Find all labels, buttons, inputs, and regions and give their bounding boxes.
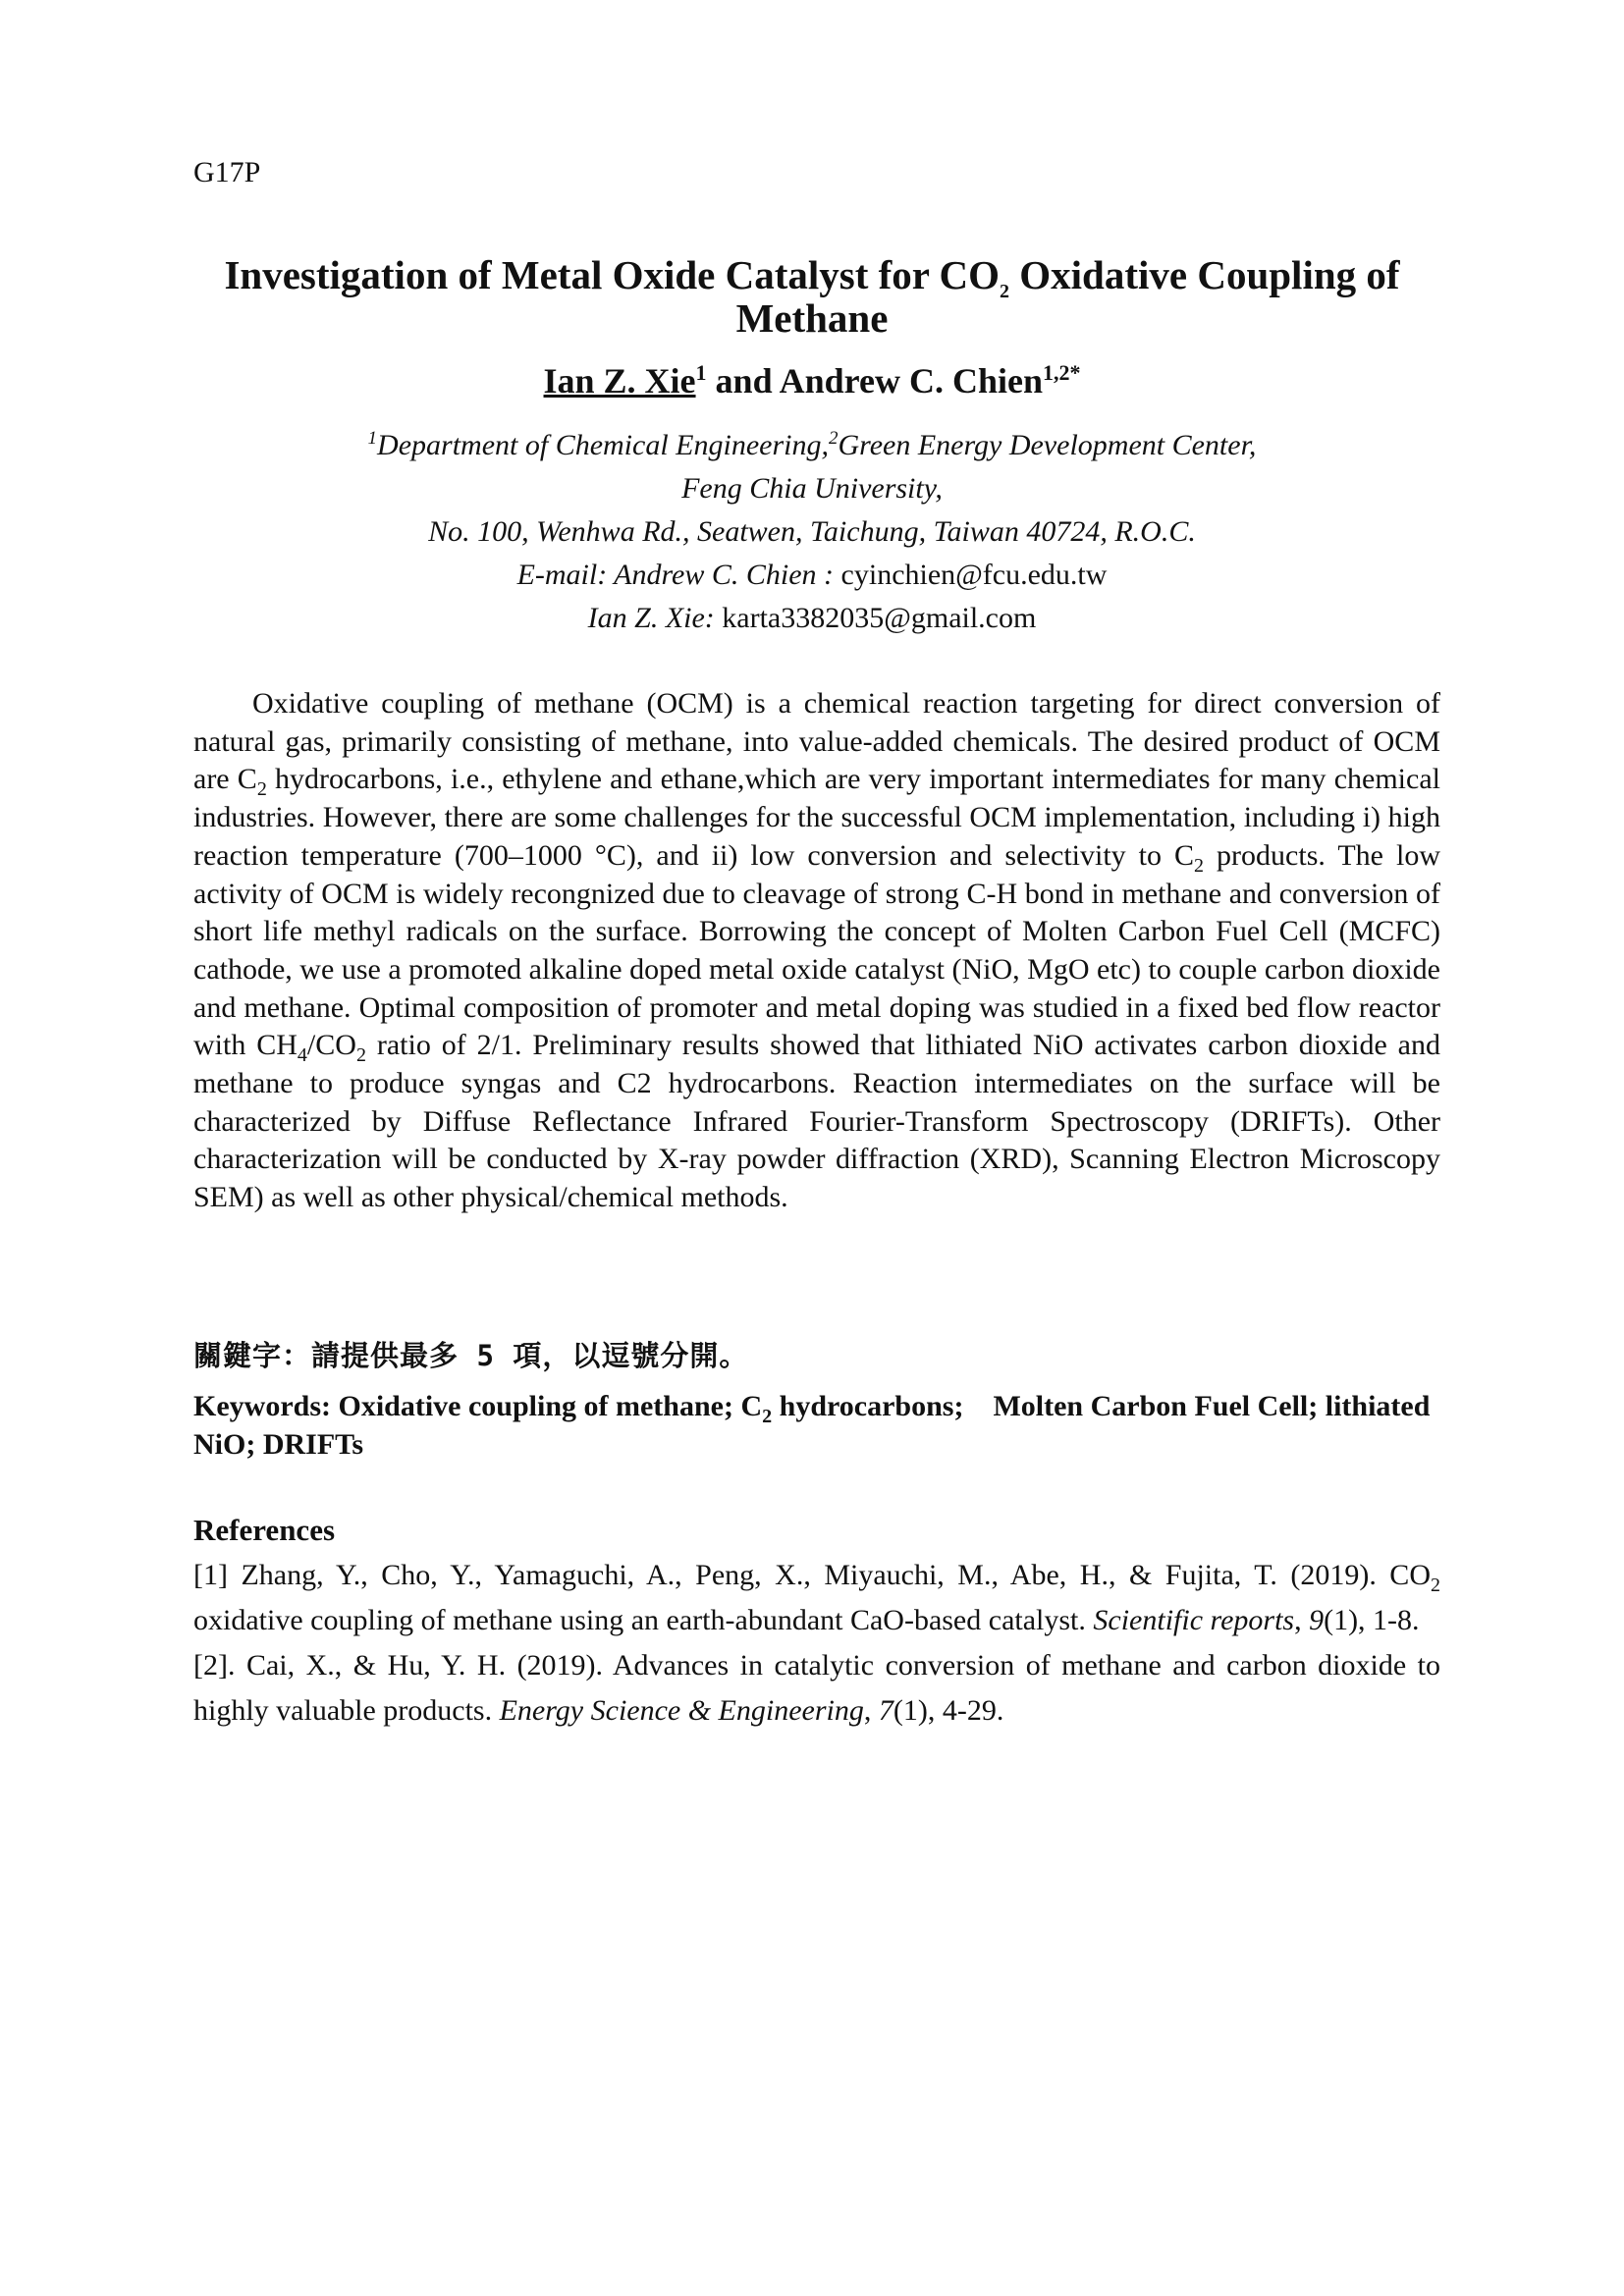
- references-heading: References: [193, 1513, 336, 1547]
- reference-1-title: oxidative coupling of methane using an earth-abundant CaO-based catalyst.: [193, 1604, 1094, 1636]
- abstract-text-1: Oxidative coupling of methane (OCM) is a chemical reaction targeting for direct conversion of natural gas, primarily consisting of methane, into value-added chemicals. The desired product of OCM are C: [193, 687, 1440, 796]
- email-1-label: E-mail: Andrew C. Chien :: [516, 559, 841, 591]
- abstract-text-3: products. The low activity of OCM is widely recongnized due to cleavage of strong C-H bond in methane and conversion of short life methyl radicals on the surface. Borrowing the concept of Molten Carbon Fuel Cell (MCFC) cathode, we use a promoted alkaline doped metal oxide catalyst (NiO, MgO etc) to couple carbon dioxide and methane. Optimal composition of promoter and metal doping was studied in a fixed bed flow reactor with CH: [193, 838, 1440, 1062]
- affiliation-mark-2: 2: [828, 428, 839, 449]
- affiliation-departments: [147, 424, 1477, 467]
- email-line-1: [147, 554, 1477, 597]
- author-1-affiliation-mark: 1: [695, 360, 707, 385]
- reference-2-authors-title: [2]. Cai, X., & Hu, Y. H. (2019). Advances in catalytic conversion of methane and carbon dioxide to highly valuable products.: [193, 1649, 1440, 1727]
- abstract-code: G17P: [193, 156, 261, 188]
- reference-2-issue-pages: (1), 4-29.: [893, 1694, 1004, 1727]
- title-subscript: 2: [1000, 281, 1010, 303]
- affiliation-center: Green Energy Development Center,: [838, 429, 1257, 461]
- author-line: [147, 359, 1477, 402]
- title-text-part2: Oxidative Coupling of Methane: [735, 252, 1400, 341]
- author-connector: and: [706, 361, 780, 400]
- reference-2: [193, 1643, 1440, 1734]
- reference-1-volume: 9: [1309, 1604, 1325, 1636]
- keywords-text-2: hydrocarbons; Molten Carbon Fuel Cell; lithiated NiO; DRIFTs: [193, 1390, 1431, 1461]
- affiliation-department: Department of Chemical Engineering,: [377, 429, 829, 461]
- title-text-part1: Investigation of Metal Oxide Catalyst for CO: [224, 252, 1001, 297]
- abstract-sub-2: 2: [1194, 854, 1205, 877]
- abstract-sub-3: 4: [297, 1044, 307, 1067]
- author-2: Andrew C. Chien: [779, 361, 1043, 400]
- abstract-text-2: hydrocarbons, i.e., ethylene and ethane,which are very important intermediates for many chemical industries. However, there are some challenges for the successful OCM implementation, including i) high reaction temperature (700–1000 °C), and ii) low conversion and selectivity to C: [193, 763, 1440, 872]
- email-2-address[interactable]: karta3382035@gmail.com: [722, 602, 1037, 634]
- reference-1-authors: [1] Zhang, Y., Cho, Y., Yamaguchi, A., Peng, X., Miyauchi, M., Abe, H., & Fujita, T. (2019). CO: [193, 1559, 1431, 1591]
- affiliation-mark-1: 1: [367, 428, 378, 449]
- reference-1-separator: ,: [1294, 1604, 1310, 1636]
- email-line-2: [147, 597, 1477, 640]
- reference-1-journal: Scientific reports: [1093, 1604, 1295, 1636]
- keywords-subscript: 2: [762, 1406, 773, 1427]
- affiliation-block: [147, 424, 1477, 640]
- reference-2-journal: Energy Science & Engineering: [499, 1694, 864, 1727]
- affiliation-university: Feng Chia University,: [681, 472, 943, 505]
- abstract-sub-1: 2: [256, 778, 267, 801]
- keywords-text-1: Keywords: Oxidative coupling of methane; C: [193, 1390, 763, 1422]
- keywords-line: [193, 1387, 1440, 1464]
- email-2-label: Ian Z. Xie:: [587, 602, 723, 634]
- abstract-body: [193, 685, 1440, 1217]
- paper-title: [147, 253, 1477, 340]
- reference-1-issue-pages: (1), 1-8.: [1324, 1604, 1420, 1636]
- abstract-sub-4: 2: [355, 1044, 366, 1067]
- abstract-text-4: /CO: [306, 1029, 356, 1062]
- reference-2-separator: ,: [863, 1694, 879, 1727]
- email-1-address[interactable]: cyinchien@fcu.edu.tw: [840, 559, 1108, 591]
- references-list: [193, 1553, 1440, 1734]
- author-1: Ian Z. Xie: [543, 361, 696, 400]
- reference-1: [193, 1553, 1440, 1643]
- reference-2-volume: 7: [878, 1694, 893, 1727]
- affiliation-address: No. 100, Wenhwa Rd., Seatwen, Taichung, Taiwan 40724, R.O.C.: [428, 515, 1196, 548]
- author-2-affiliation-mark: 1,2*: [1042, 360, 1081, 385]
- abstract-text-5: ratio of 2/1. Preliminary results showed that lithiated NiO activates carbon dioxide and methane to produce syngas and C2 hydrocarbons. Reaction intermediates on the surface will be characterized by Diffuse Reflectance Infrared Fourier-Transform Spectroscopy (DRIFTs). Other characterization will be conducted by X-ray powder diffraction (XRD), Scanning Electron Microscopy SEM) as well as other physical/chemical methods.: [193, 1029, 1440, 1214]
- keywords-instruction-chinese: 關鍵字：請提供最多 5 項，以逗號分開。: [193, 1339, 749, 1372]
- reference-1-subscript: 2: [1431, 1575, 1440, 1596]
